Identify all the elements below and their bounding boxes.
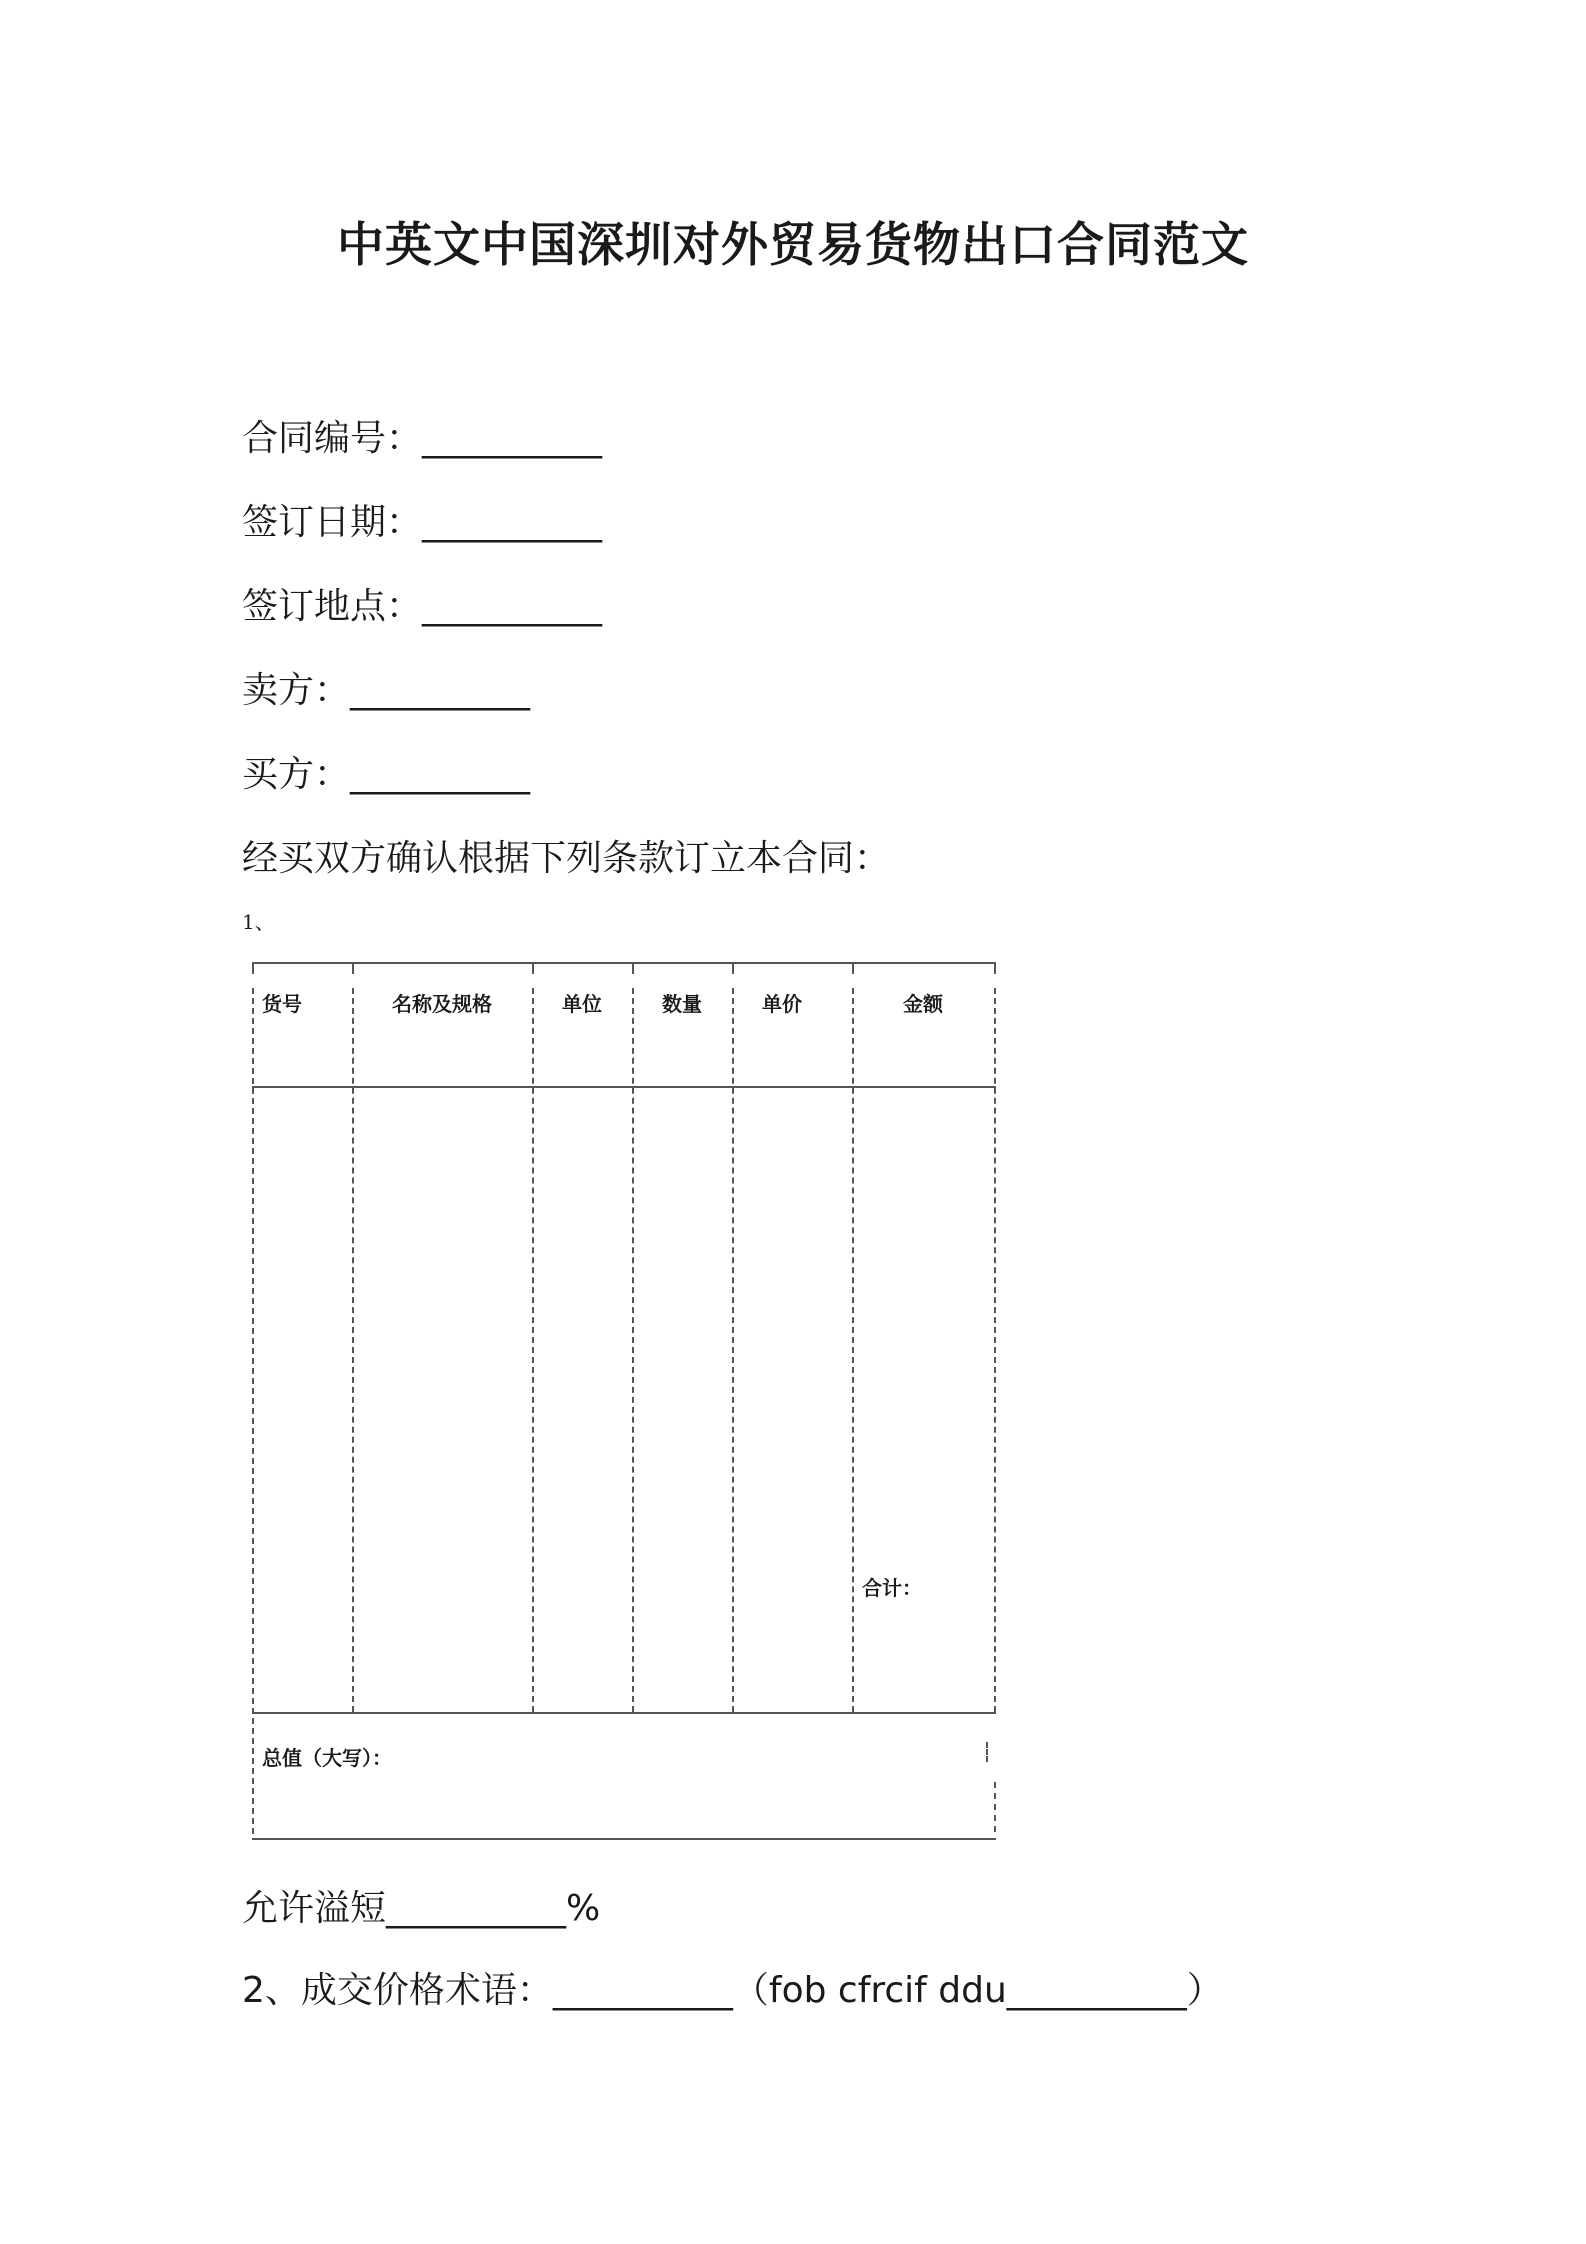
page-title: 中英文中国深圳对外贸易货物出口合同范文 (337, 218, 1249, 273)
buyer-blank: __________ (350, 754, 531, 795)
tolerance-label: 允许溢短 (242, 1888, 387, 1929)
header-unit: 单位 (562, 992, 602, 1016)
seller-label: 卖方： (242, 670, 351, 711)
item-number: 1、 (242, 910, 275, 934)
sign-place-field (242, 578, 602, 629)
sign-date-field (242, 494, 602, 545)
total-value-label: 总值（大写）： (262, 1746, 392, 1770)
col-divider (986, 1742, 988, 1762)
col-divider (532, 988, 534, 1712)
seller-blank: __________ (350, 670, 531, 711)
intro-text: 经买双方确认根据下列条款订立本合同： (242, 838, 891, 879)
col-divider (252, 988, 254, 1834)
table-header-rule (252, 1086, 996, 1088)
col-divider (732, 988, 734, 1712)
sign-date-label: 签订日期： (242, 502, 423, 543)
col-divider (994, 1782, 996, 1832)
tick (632, 962, 634, 974)
buyer-field (242, 746, 530, 797)
header-amount: 金额 (903, 992, 943, 1016)
col-divider (352, 988, 354, 1712)
header-quantity: 数量 (662, 992, 702, 1016)
tick (994, 962, 996, 974)
sign-place-blank: __________ (422, 586, 603, 627)
table-bottom-rule (252, 1838, 996, 1840)
table-body-rule (252, 1712, 996, 1714)
table-top-rule (252, 962, 996, 964)
tolerance-blank: __________ (386, 1888, 567, 1929)
header-item-no: 货号 (262, 992, 302, 1016)
price-terms: 2、成交价格术语：__________（fob cfrcif ddu__________） (242, 1970, 1223, 2011)
tolerance-field (242, 1880, 600, 1931)
tick (252, 962, 254, 974)
sign-date-blank: __________ (422, 502, 603, 543)
buyer-label: 买方： (242, 754, 351, 795)
contract-number-label: 合同编号： (242, 418, 423, 459)
header-unit-price: 单价 (762, 992, 802, 1016)
tick (732, 962, 734, 974)
col-divider (852, 988, 854, 1712)
col-divider (994, 988, 996, 1712)
tolerance-unit: % (566, 1888, 601, 1929)
sign-place-label: 签订地点： (242, 586, 423, 627)
tick (852, 962, 854, 974)
col-divider (632, 988, 634, 1712)
goods-table (252, 962, 996, 1840)
seller-field (242, 662, 530, 713)
tick (352, 962, 354, 974)
contract-number-field (242, 410, 602, 461)
contract-number-blank: __________ (422, 418, 603, 459)
header-name-spec: 名称及规格 (392, 992, 492, 1016)
tick (532, 962, 534, 974)
subtotal-label: 合计： (862, 1576, 922, 1600)
